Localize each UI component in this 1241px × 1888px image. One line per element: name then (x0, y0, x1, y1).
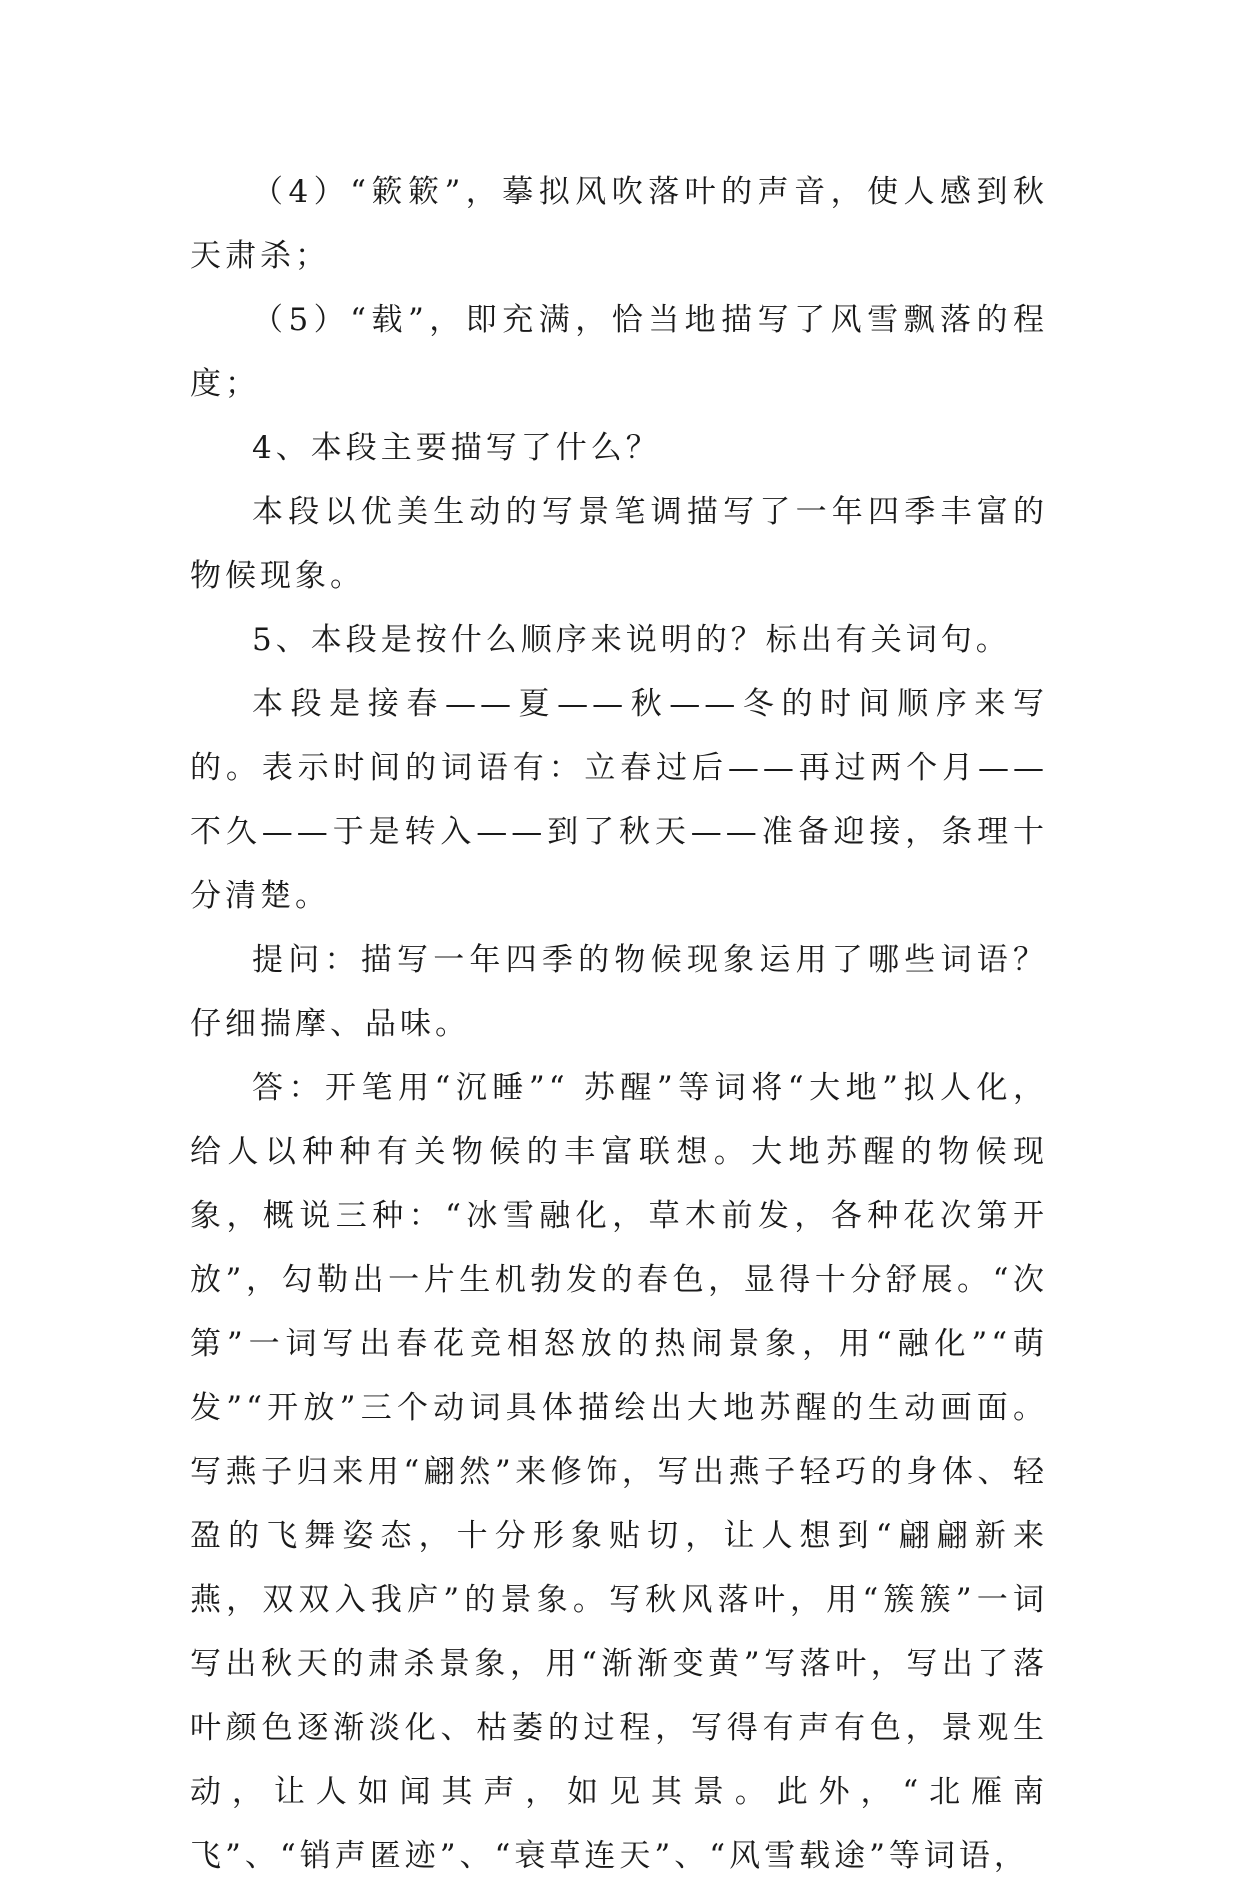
paragraph-onomatopoeia-note: （4）“簌簌”，摹拟风吹落叶的声音，使人感到秋天肃杀； (190, 174, 1048, 274)
answer-5: 本段是接春——夏——秋——冬的时间顺序来写的。表示时间的词语有：立春过后——再过两个月——不久——于是转入——到了秋天——准备迎接，条理十分清楚。 (190, 686, 1048, 914)
answer-4: 本段以优美生动的写景笔调描写了一年四季丰富的物候现象。 (190, 494, 1048, 594)
answer-wording: 答：开笔用“沉睡”“ 苏醒”等词将“大地”拟人化，给人以种种有关物候的丰富联想。大地苏醒的物候现象，概说三种：“冰雪融化，草木前发，各种花次第开放”，勾勒出一片生机勃发的春色，显得十分舒展。“次第”一词写出春花竞相怒放的热闹景象，用“融化”“萌发”“开放”三个动词具体描绘出大地苏醒的生动画面。写燕子归来用“翩然”来修饰，写出燕子轻巧的身体、轻盈的飞舞姿态，十分形象贴切，让人想到“翩翩新来燕，双双入我庐”的景象。写秋风落叶，用“簇簇”一词写出秋天的肃杀景象，用“渐渐变黄”写落叶，写出了落叶颜色逐渐淡化、枯萎的过程，写得有声有色，景观生动，让人如闻其声，如见其景。此外，“北雁南飞”、“销声匿迹”、“衰草连天”、“风雪载途”等词语， (190, 1070, 1048, 1874)
document-body (190, 160, 1048, 1888)
question-5: 5、本段是按什么顺序来说明的？标出有关词句。 (252, 622, 1011, 658)
paragraph-zai-note: （5）“载”，即充满，恰当地描写了风雪飘落的程度； (190, 302, 1048, 402)
question-wording: 提问：描写一年四季的物候现象运用了哪些词语？仔细揣摩、品味。 (190, 942, 1048, 1042)
question-4: 4、本段主要描写了什么？ (252, 430, 661, 466)
